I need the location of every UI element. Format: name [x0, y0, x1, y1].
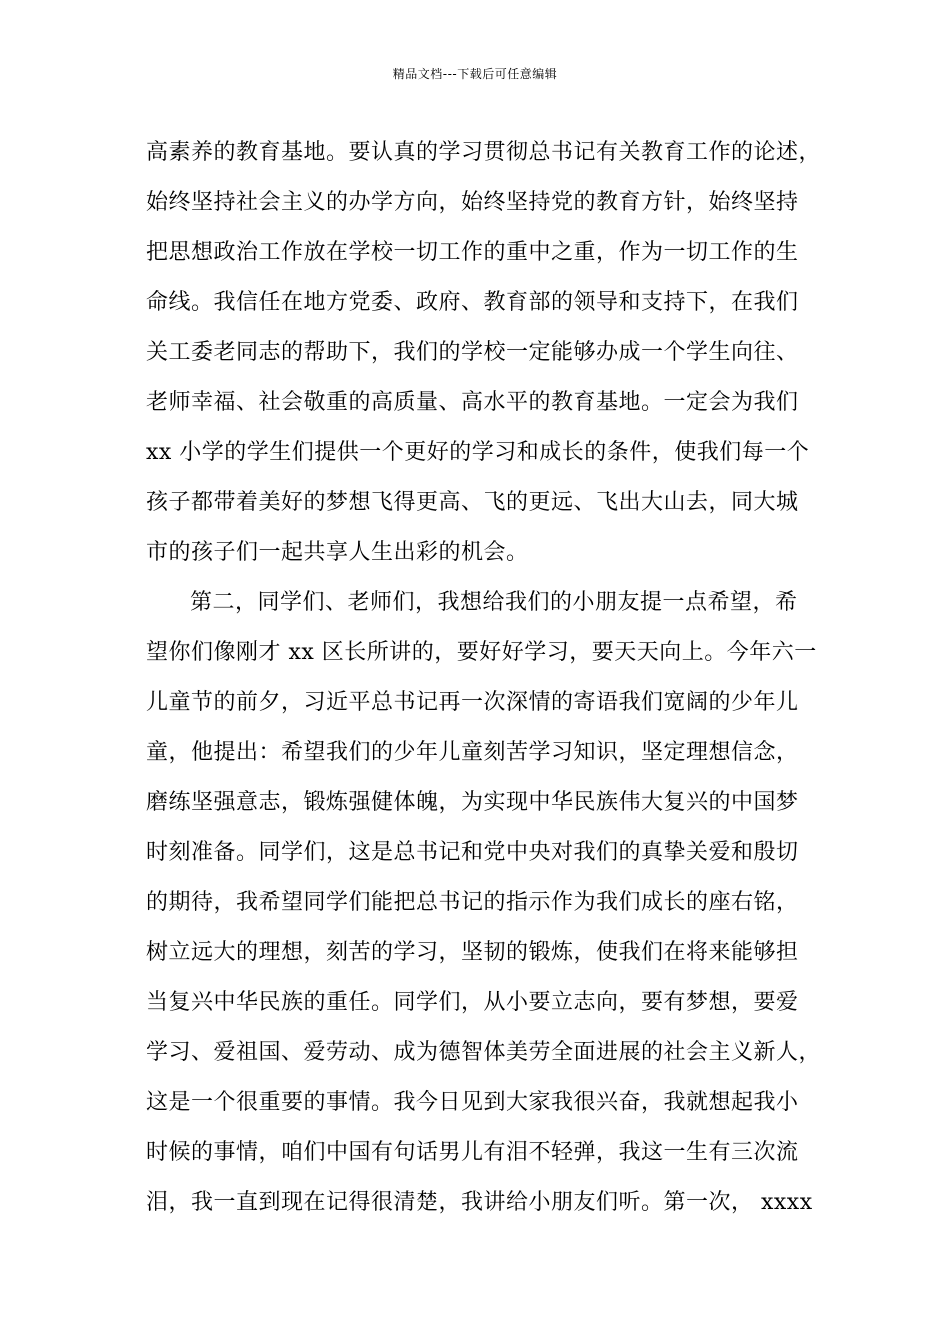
body-line: 学习、爱祖国、爱劳动、成为德智体美劳全面进展的社会主义新人， — [146, 1040, 822, 1065]
body-line: 的期待，我希望同学们能把总书记的指示作为我们成长的座右铭， — [146, 890, 799, 915]
body-line: 童，他提出：希望我们的少年儿童刻苦学习知识，坚定理想信念， — [146, 740, 799, 765]
body-line: 磨练坚强意志，锻炼强健体魄，为实现中华民族伟大复兴的中国梦 — [146, 790, 799, 815]
body-line: xx 小学的学生们提供一个更好的学习和成长的条件，使我们每一个 — [146, 440, 810, 465]
document-body — [146, 128, 836, 1228]
paragraph-start-line: 第二，同学们、老师们，我想给我们的小朋友提一点希望，希 — [190, 590, 798, 615]
body-line: 当复兴中华民族的重任。同学们，从小要立志向，要有梦想，要爱 — [146, 990, 799, 1015]
body-line: 市的孩子们一起共享人生出彩的机会。 — [146, 540, 529, 565]
body-line: 高素养的教育基地。要认真的学习贯彻总书记有关教育工作的论述， — [146, 140, 822, 165]
page-header: 精品文档---下载后可任意编辑 — [392, 67, 558, 81]
body-line: 泪，我一直到现在记得很清楚，我讲给小朋友们听。第一次， xxxx — [146, 1190, 813, 1215]
body-line: 孩子都带着美好的梦想飞得更高、飞的更远、飞出大山去，同大城 — [146, 490, 799, 515]
body-line: 这是一个很重要的事情。我今日见到大家我很兴奋，我就想起我小 — [146, 1090, 799, 1115]
body-line: 树立远大的理想，刻苦的学习，坚韧的锻炼，使我们在将来能够担 — [146, 940, 799, 965]
body-line: 时刻准备。同学们，这是总书记和党中央对我们的真挚关爱和殷切 — [146, 840, 799, 865]
body-line: 时候的事情，咱们中国有句话男儿有泪不轻弹，我这一生有三次流 — [146, 1140, 799, 1165]
body-line: 老师幸福、社会敬重的高质量、高水平的教育基地。一定会为我们 — [146, 390, 799, 415]
body-line: 始终坚持社会主义的办学方向，始终坚持党的教育方针，始终坚持 — [146, 190, 799, 215]
body-line: 关工委老同志的帮助下，我们的学校一定能够办成一个学生向往、 — [146, 340, 799, 365]
body-line: 把思想政治工作放在学校一切工作的重中之重，作为一切工作的生 — [146, 240, 799, 265]
body-line: 儿童节的前夕，习近平总书记再一次深情的寄语我们宽阔的少年儿 — [146, 690, 799, 715]
body-line: 命线。我信任在地方党委、政府、教育部的领导和支持下，在我们 — [146, 290, 799, 315]
body-line: 望你们像刚才 xx 区长所讲的，要好好学习，要天天向上。今年六一 — [146, 640, 817, 665]
